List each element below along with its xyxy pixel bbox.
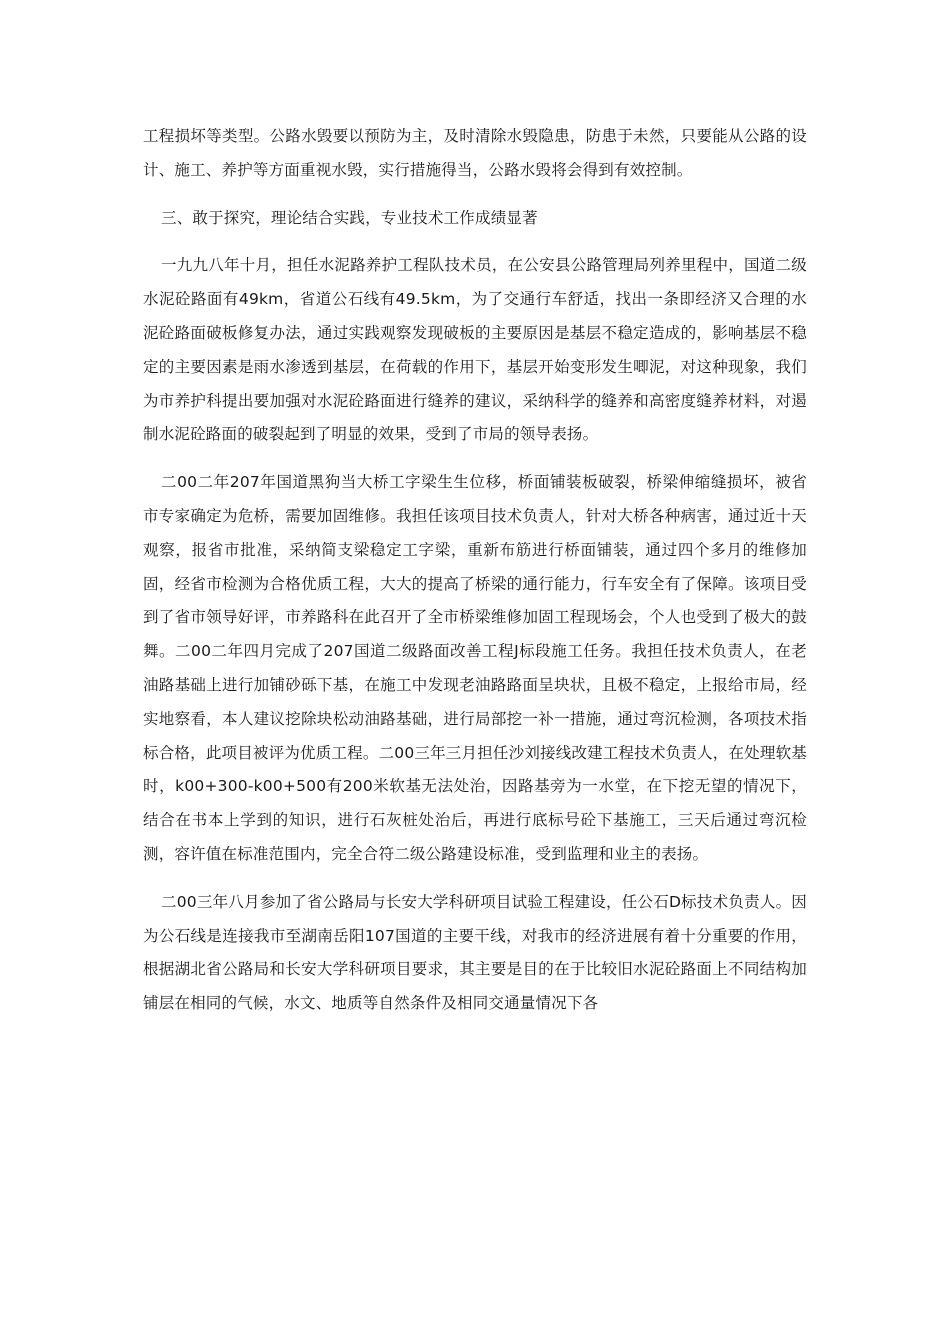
paragraph-continuation: 工程损坏等类型。公路水毁要以预防为主，及时清除水毁隐患，防患于未然，只要能从公路的设计、施工、养护等方面重视水毁，实行措施得当，公路水毁将会得到有效控制。 — [143, 127, 807, 179]
document-body — [143, 120, 807, 1021]
paragraph-1998: 一九九八年十月，担任水泥路养护工程队技术员，在公安县公路管理局列养里程中，国道二级水泥砼路面有49km，省道公石线有49.5km，为了交通行车舒适，找出一条即经济又合理的水泥砼路面破板修复办法，通过实践观察发现破板的主要原因是基层不稳定造成的，影响基层不稳定的主要因素是雨水渗透到基层，在荷载的作用下，基层开始变形发生唧泥，对这种现象，我们为市养护科提出要加强对水泥砼路面进行缝养的建议，采纳科学的缝养和高密度缝养材料，对遏制水泥砼路面的破裂起到了明显的效果，受到了市局的领导表扬。 — [143, 256, 807, 444]
section-heading: 三、敢于探究，理论结合实践，专业技术工作成绩显著 — [161, 208, 538, 227]
paragraph-2002: 二00二年207年国道黑狗当大桥工字梁生生位移，桥面铺装板破裂，桥梁伸缩缝损坏，被省市专家确定为危桥，需要加固维修。我担任该项目技术负责人，针对大桥各种病害，通过近十天观察，报省市批准，采纳简支梁稳定工字梁，重新布筋进行桥面铺装，通过四个多月的维修加固，经省市检测为合格优质工程，大大的提高了桥梁的通行能力，行车安全有了保障。该项目受到了省市领导好评，市养路科在此召开了全市桥梁维修加固工程现场会，个人也受到了极大的鼓舞。二00二年四月完成了207国道二级路面改善工程J标段施工任务。我担任技术负责人，在老油路基础上进行加铺砂砾下基，在施工中发现老油路路面呈块状，且极不稳定，上报给市局，经实地察看，本人建议挖除块松动油路基础，进行局部挖一补一措施，通过弯沉检测，各项技术指标合格，此项目被评为优质工程。二00三年三月担任沙刘接线改建工程技术负责人，在处理软基时，k00+300-k00+500有200米软基无法处治，因路基旁为一水堂，在下挖无望的情况下，结合在书本上学到的知识，进行石灰桩处治后，再进行底标号砼下基施工，三天后通过弯沉检测，容许值在标准范围内，完全合符二级公路建设标准，受到监理和业主的表扬。 — [143, 473, 807, 863]
paragraph-2003-august: 二00三年八月参加了省公路局与长安大学科研项目试验工程建设，任公石D标技术负责人。因为公石线是连接我市至湖南岳阳107国道的主要干线，对我市的经济进展有着十分重要的作用，根据湖北省公路局和长安大学科研项目要求，其主要是目的在于比较旧水泥砼路面上不同结构加铺层在相同的气候，水文、地质等自然条件及相同交通量情况下各 — [143, 892, 807, 1013]
